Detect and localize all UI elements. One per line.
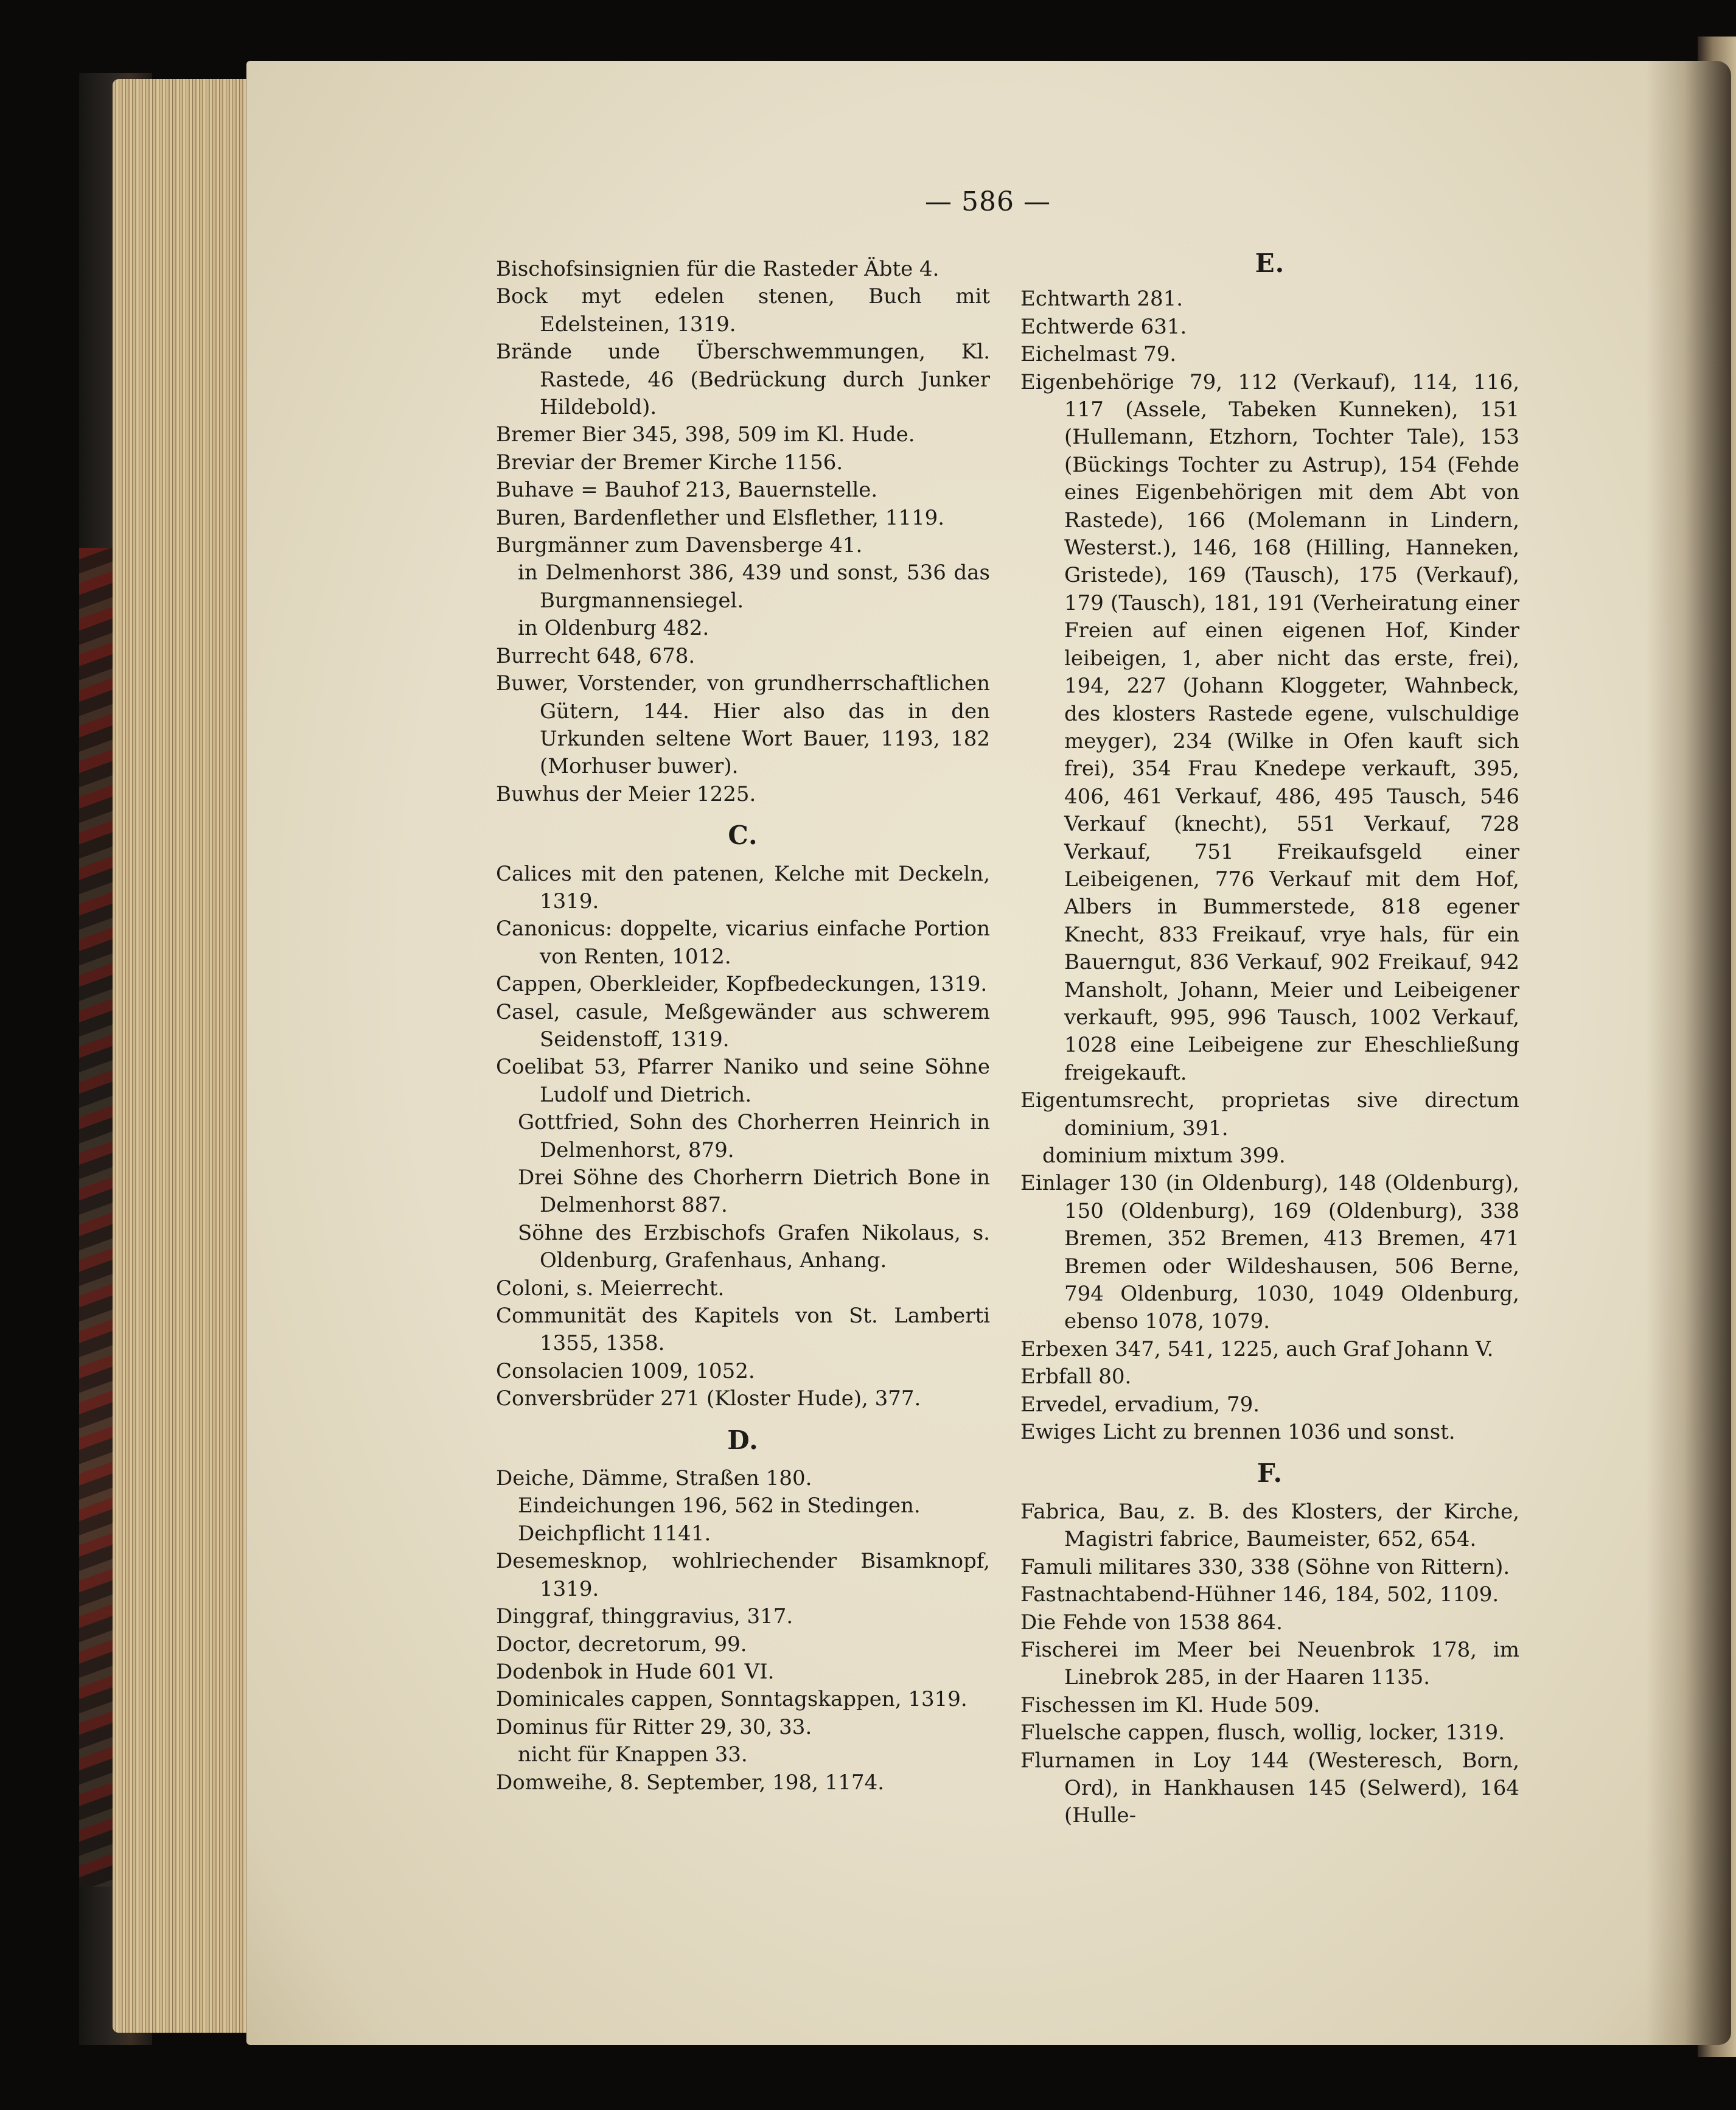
index-entry: Conversbrüder 271 (Kloster Hude), 377.: [496, 1386, 921, 1411]
index-entry: Canonicus: doppelte, vicarius einfache Portion von Renten, 1012.: [496, 917, 990, 969]
index-entry: Echtwerde 631.: [1020, 314, 1187, 339]
index-subentry: Deichpflicht 1141.: [518, 1521, 711, 1546]
page-number: — 586 —: [925, 186, 1051, 217]
index-entry: Buhave = Bauhof 213, Bauernstelle.: [496, 478, 878, 503]
index-entry: Bischofsinsignien für die Rasteder Äbte 4.: [496, 257, 939, 281]
index-entry: Fabrica, Bau, z. B. des Klosters, der Kirche, Magistri fabrice, Baumeister, 652, 654.: [1020, 1499, 1519, 1552]
index-entry: Ervedel, ervadium, 79.: [1020, 1392, 1260, 1417]
index-entry: Dominus für Ritter 29, 30, 33.: [496, 1714, 812, 1739]
index-entry: Doctor, decretorum, 99.: [496, 1632, 747, 1657]
index-entry: Buwer, Vorstender, von grundherrschaftlichen Gütern, 144. Hier also das in den Urkunden seltene Wort Bauer, 1193, 182 (Morhuser buwer).: [496, 671, 990, 779]
index-entry: Breviar der Bremer Kirche 1156.: [496, 450, 843, 475]
index-entry: Fischessen im Kl. Hude 509.: [1020, 1693, 1320, 1717]
index-entry: Communität des Kapitels von St. Lamberti 1355, 1358.: [496, 1304, 990, 1356]
index-entry: Echtwarth 281.: [1020, 287, 1183, 312]
right-column: [1020, 248, 1519, 1830]
index-entry: Fluelsche cappen, flusch, wollig, locker, 1319.: [1020, 1720, 1505, 1745]
index-subentry: in Oldenburg 482.: [518, 616, 709, 641]
index-subentry: Gottfried, Sohn des Chorherren Heinrich in Delmenhorst, 879.: [518, 1110, 990, 1162]
index-entry: Eigentumsrecht, proprietas sive directum dominium, 391.: [1020, 1088, 1519, 1141]
index-entry: Die Fehde von 1538 864.: [1020, 1610, 1283, 1635]
index-entry: Casel, casule, Meßgewänder aus schwerem Seidenstoff, 1319.: [496, 999, 990, 1052]
index-entry: Eichelmast 79.: [1020, 342, 1177, 367]
index-entry: Brände unde Überschwemmungen, Kl. Rastede, 46 (Bedrückung durch Junker Hildebold).: [496, 340, 990, 420]
index-entry: Fischerei im Meer bei Neuenbrok 178, im Linebrok 285, in der Haaren 1135.: [1020, 1637, 1519, 1690]
index-entry: Consolacien 1009, 1052.: [496, 1358, 755, 1383]
index-entry: Domweihe, 8. September, 198, 1174.: [496, 1770, 885, 1795]
index-entry: Dominicales cappen, Sonntagskappen, 1319.: [496, 1687, 967, 1712]
index-entry: Ewiges Licht zu brennen 1036 und sonst.: [1020, 1420, 1455, 1445]
left-column: [496, 256, 990, 1797]
index-entry: Bock myt edelen stenen, Buch mit Edelsteinen, 1319.: [496, 284, 990, 337]
index-entry: Desemesknop, wohlriechender Bisamknopf, 1319.: [496, 1549, 990, 1601]
index-entry: Coelibat 53, Pfarrer Naniko und seine Söhne Ludolf und Dietrich.: [496, 1055, 990, 1107]
index-subentry: Eindeichungen 196, 562 in Stedingen.: [518, 1493, 921, 1518]
index-entry: Buwhus der Meier 1225.: [496, 781, 756, 806]
index-subentry: in Delmenhorst 386, 439 und sonst, 536 das Burgmannensiegel.: [518, 561, 990, 613]
index-entry: Coloni, s. Meierrecht.: [496, 1276, 725, 1301]
index-entry: Famuli militares 330, 338 (Söhne von Rittern).: [1020, 1554, 1510, 1579]
index-entry: Erbfall 80.: [1020, 1364, 1132, 1389]
index-entry: Fastnachtabend-Hühner 146, 184, 502, 1109.: [1020, 1582, 1499, 1607]
index-entry: Bremer Bier 345, 398, 509 im Kl. Hude.: [496, 422, 915, 447]
index-entry: Dinggraf, thinggravius, 317.: [496, 1604, 793, 1629]
section-heading: E.: [1255, 248, 1285, 278]
index-subentry: Drei Söhne des Chorherrn Dietrich Bone in Delmenhorst 887.: [518, 1165, 990, 1218]
index-entry: Burgmänner zum Davensberge 41.: [496, 533, 863, 558]
page-gutter: [1646, 61, 1731, 2045]
index-entry: Burrecht 648, 678.: [496, 643, 695, 668]
section-heading: F.: [1257, 1458, 1283, 1489]
section-heading: D.: [727, 1425, 759, 1455]
index-entry: Dodenbok in Hude 601 VI.: [496, 1659, 775, 1684]
index-entry: Calices mit den patenen, Kelche mit Deckeln, 1319.: [496, 861, 990, 914]
section-heading: C.: [728, 820, 758, 851]
index-entry: Flurnamen in Loy 144 (Westeresch, Born, Ord), in Hankhausen 145 (Selwerd), 164 (Hulle-: [1020, 1748, 1519, 1828]
index-subentry: nicht für Knappen 33.: [518, 1742, 748, 1767]
index-entry: Eigenbehörige 79, 112 (Verkauf), 114, 116, 117 (Assele, Tabeken Kunneken), 151 (Hullemann, Etzhorn, Tochter Tale), 153 (Bückings Tochter zu Astrup), 154 (Fehde eines Eigenbehörigen mit dem Abt von Rastede), 166 (Molemann in Lindern, Westerst.), 146, 168 (Hilling, Hanneken, Gristede), 169 (Tausch), 175 (Verkauf), 179 (Tausch), 181, 191 (Verheiratung einer Freien auf einen eigenen Hof, Kinder leibeigen, 1, aber nicht das erste, frei), 194, 227 (Johann Kloggeter, Wahnbeck, des klosters Rastede egene, vulschuldige meyger), 234 (Wilke in Ofen kauft sich frei), 354 Frau Knedepe verkauft, 395, 406, 461 Verkauf, 486, 495 Tausch, 546 Verkauf (knecht), 551 Verkauf, 728 Verkauf, 751 Freikaufsgeld einer Leibeigenen, 776 Verkauf mit dem Hof, Albers in Bummerstede, 818 egener Knecht, 833 Freikauf, vrye hals, für ein Bauerngut, 836 Verkauf, 902 Freikauf, 942 Mansholt, Johann, Meier und Leibeigener verkauft, 995, 996 Tausch, 1002 Verkauf, 1028 eine Leibeigene zur Eheschließung freigekauft.: [1020, 369, 1519, 1085]
index-entry: Buren, Bardenflether und Elsflether, 1119.: [496, 505, 945, 530]
index-entry: Cappen, Oberkleider, Kopfbedeckungen, 1319.: [496, 972, 988, 997]
index-subentry: Söhne des Erzbischofs Grafen Nikolaus, s. Oldenburg, Grafenhaus, Anhang.: [518, 1220, 990, 1273]
index-entry: Einlager 130 (in Oldenburg), 148 (Oldenburg), 150 (Oldenburg), 169 (Oldenburg), 338 Bremen, 352 Bremen, 413 Bremen, 471 Bremen oder Wildeshausen, 506 Berne, 794 Oldenburg, 1030, 1049 Oldenburg, ebenso 1078, 1079.: [1020, 1171, 1519, 1334]
index-entry: Erbexen 347, 541, 1225, auch Graf Johann V.: [1020, 1336, 1494, 1361]
index-subentry: dominium mixtum 399.: [1042, 1144, 1286, 1168]
page-edges: [113, 79, 253, 2033]
index-entry: Deiche, Dämme, Straßen 180.: [496, 1466, 812, 1491]
